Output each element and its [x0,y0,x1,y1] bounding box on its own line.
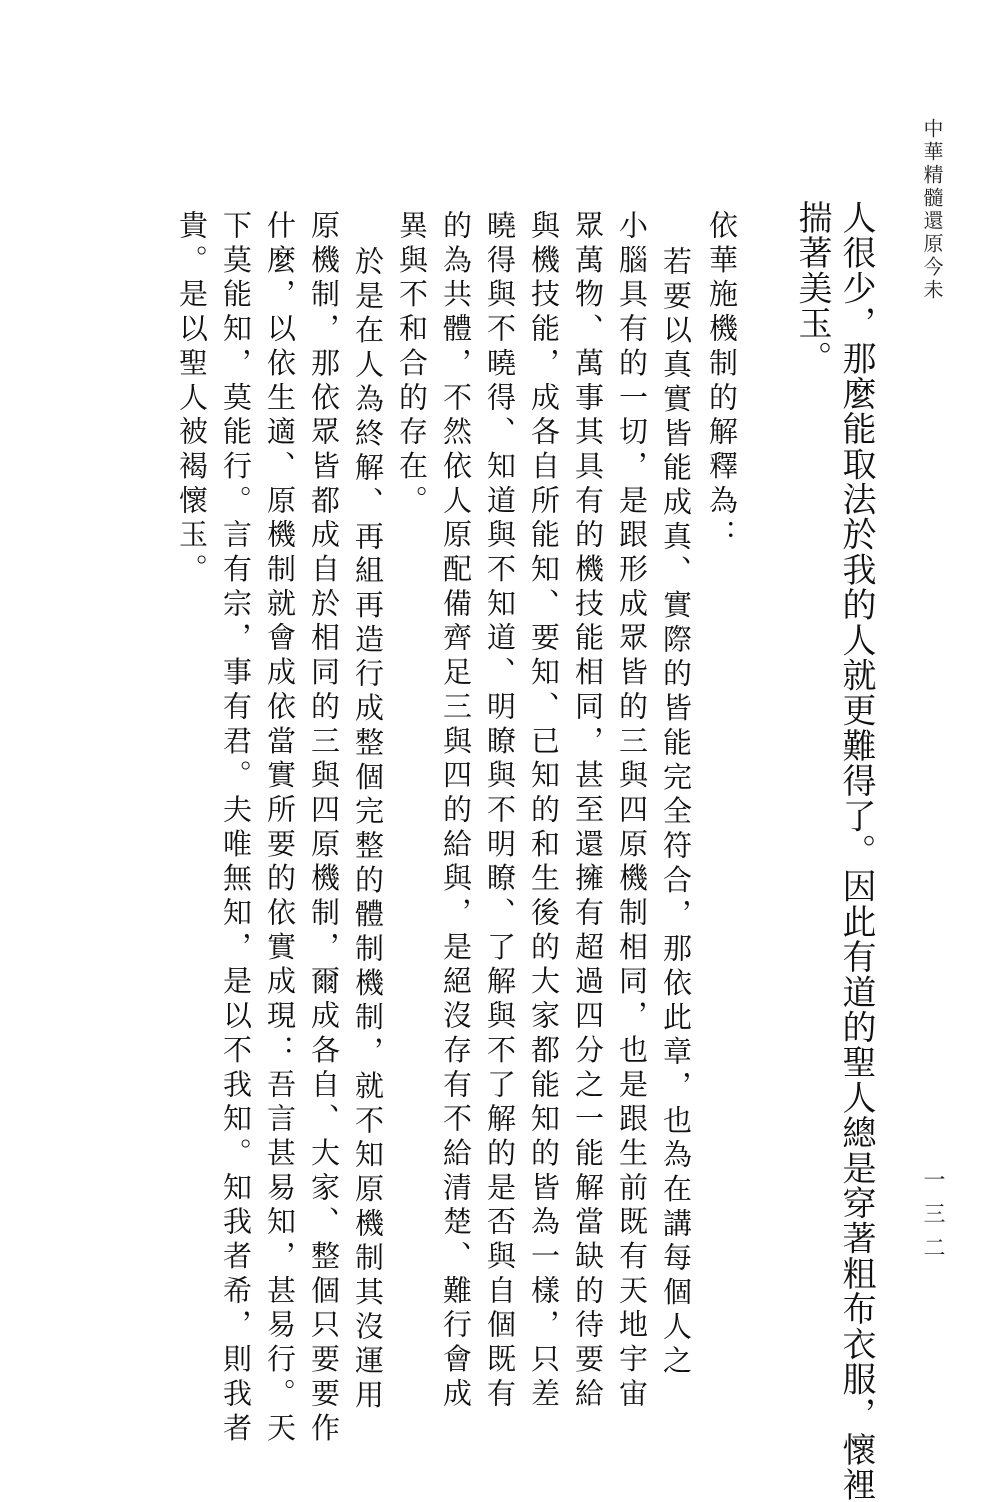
text-line-9: 的為共體，不然依人原配備齊足三與四的給與，是絕沒存有不給清楚、難行會成 [439,210,473,1413]
text-line-11: 於是在人為終解、再組再造行成整個完整的體制機制，就不知原機制其沒運用 [351,246,385,1414]
page-number: 一三二 [920,1168,945,1270]
text-line-4: 若要以真實皆能成真、實際的皆能完全符合，那依此章，也為在講每個人之 [659,246,693,1380]
section-heading: 依華施機制的解釋為： [705,210,739,554]
running-head: 中華精髓還原今未 [920,118,944,302]
text-line-14: 下莫能知，莫能行。言有宗，事有君。夫唯無知，是以不我知。知我者希，則我者 [219,210,253,1447]
text-line-6: 眾萬物、萬事其具有的機技能相同，甚至還擁有超過四分之一能解當缺的待要給 [571,210,605,1413]
text-line-13: 什麼，以依生適、原機制就會成依當實所要的依實成現：吾言甚易知，甚易行。天 [263,210,297,1447]
text-line-5: 小腦具有的一切，是跟形成眾皆的三與四原機制相同，也是跟生前既有天地宇宙 [615,210,649,1413]
text-line-2: 揣著美玉。 [792,200,832,376]
text-line-8: 曉得與不曉得、知道與不知道、明瞭與不明瞭、了解與不了解的是否與自個既有 [483,210,517,1413]
text-line-12: 原機制，那依眾皆都成自於相同的三與四原機制，爾成各自、大家、整個只要要作 [307,210,341,1447]
text-line-1: 人很少，那麼能取法於我的人就更難得了。因此有道的聖人總是穿著粗布衣服，懷裡 [836,200,876,1502]
text-line-7: 與機技能，成各自所能知、要知、已知的和生後的大家都能知的皆為一樣，只差 [527,210,561,1413]
text-line-15: 貴。是以聖人被褐懷玉。 [175,210,209,588]
text-line-10: 異與不和合的存在。 [395,210,429,520]
